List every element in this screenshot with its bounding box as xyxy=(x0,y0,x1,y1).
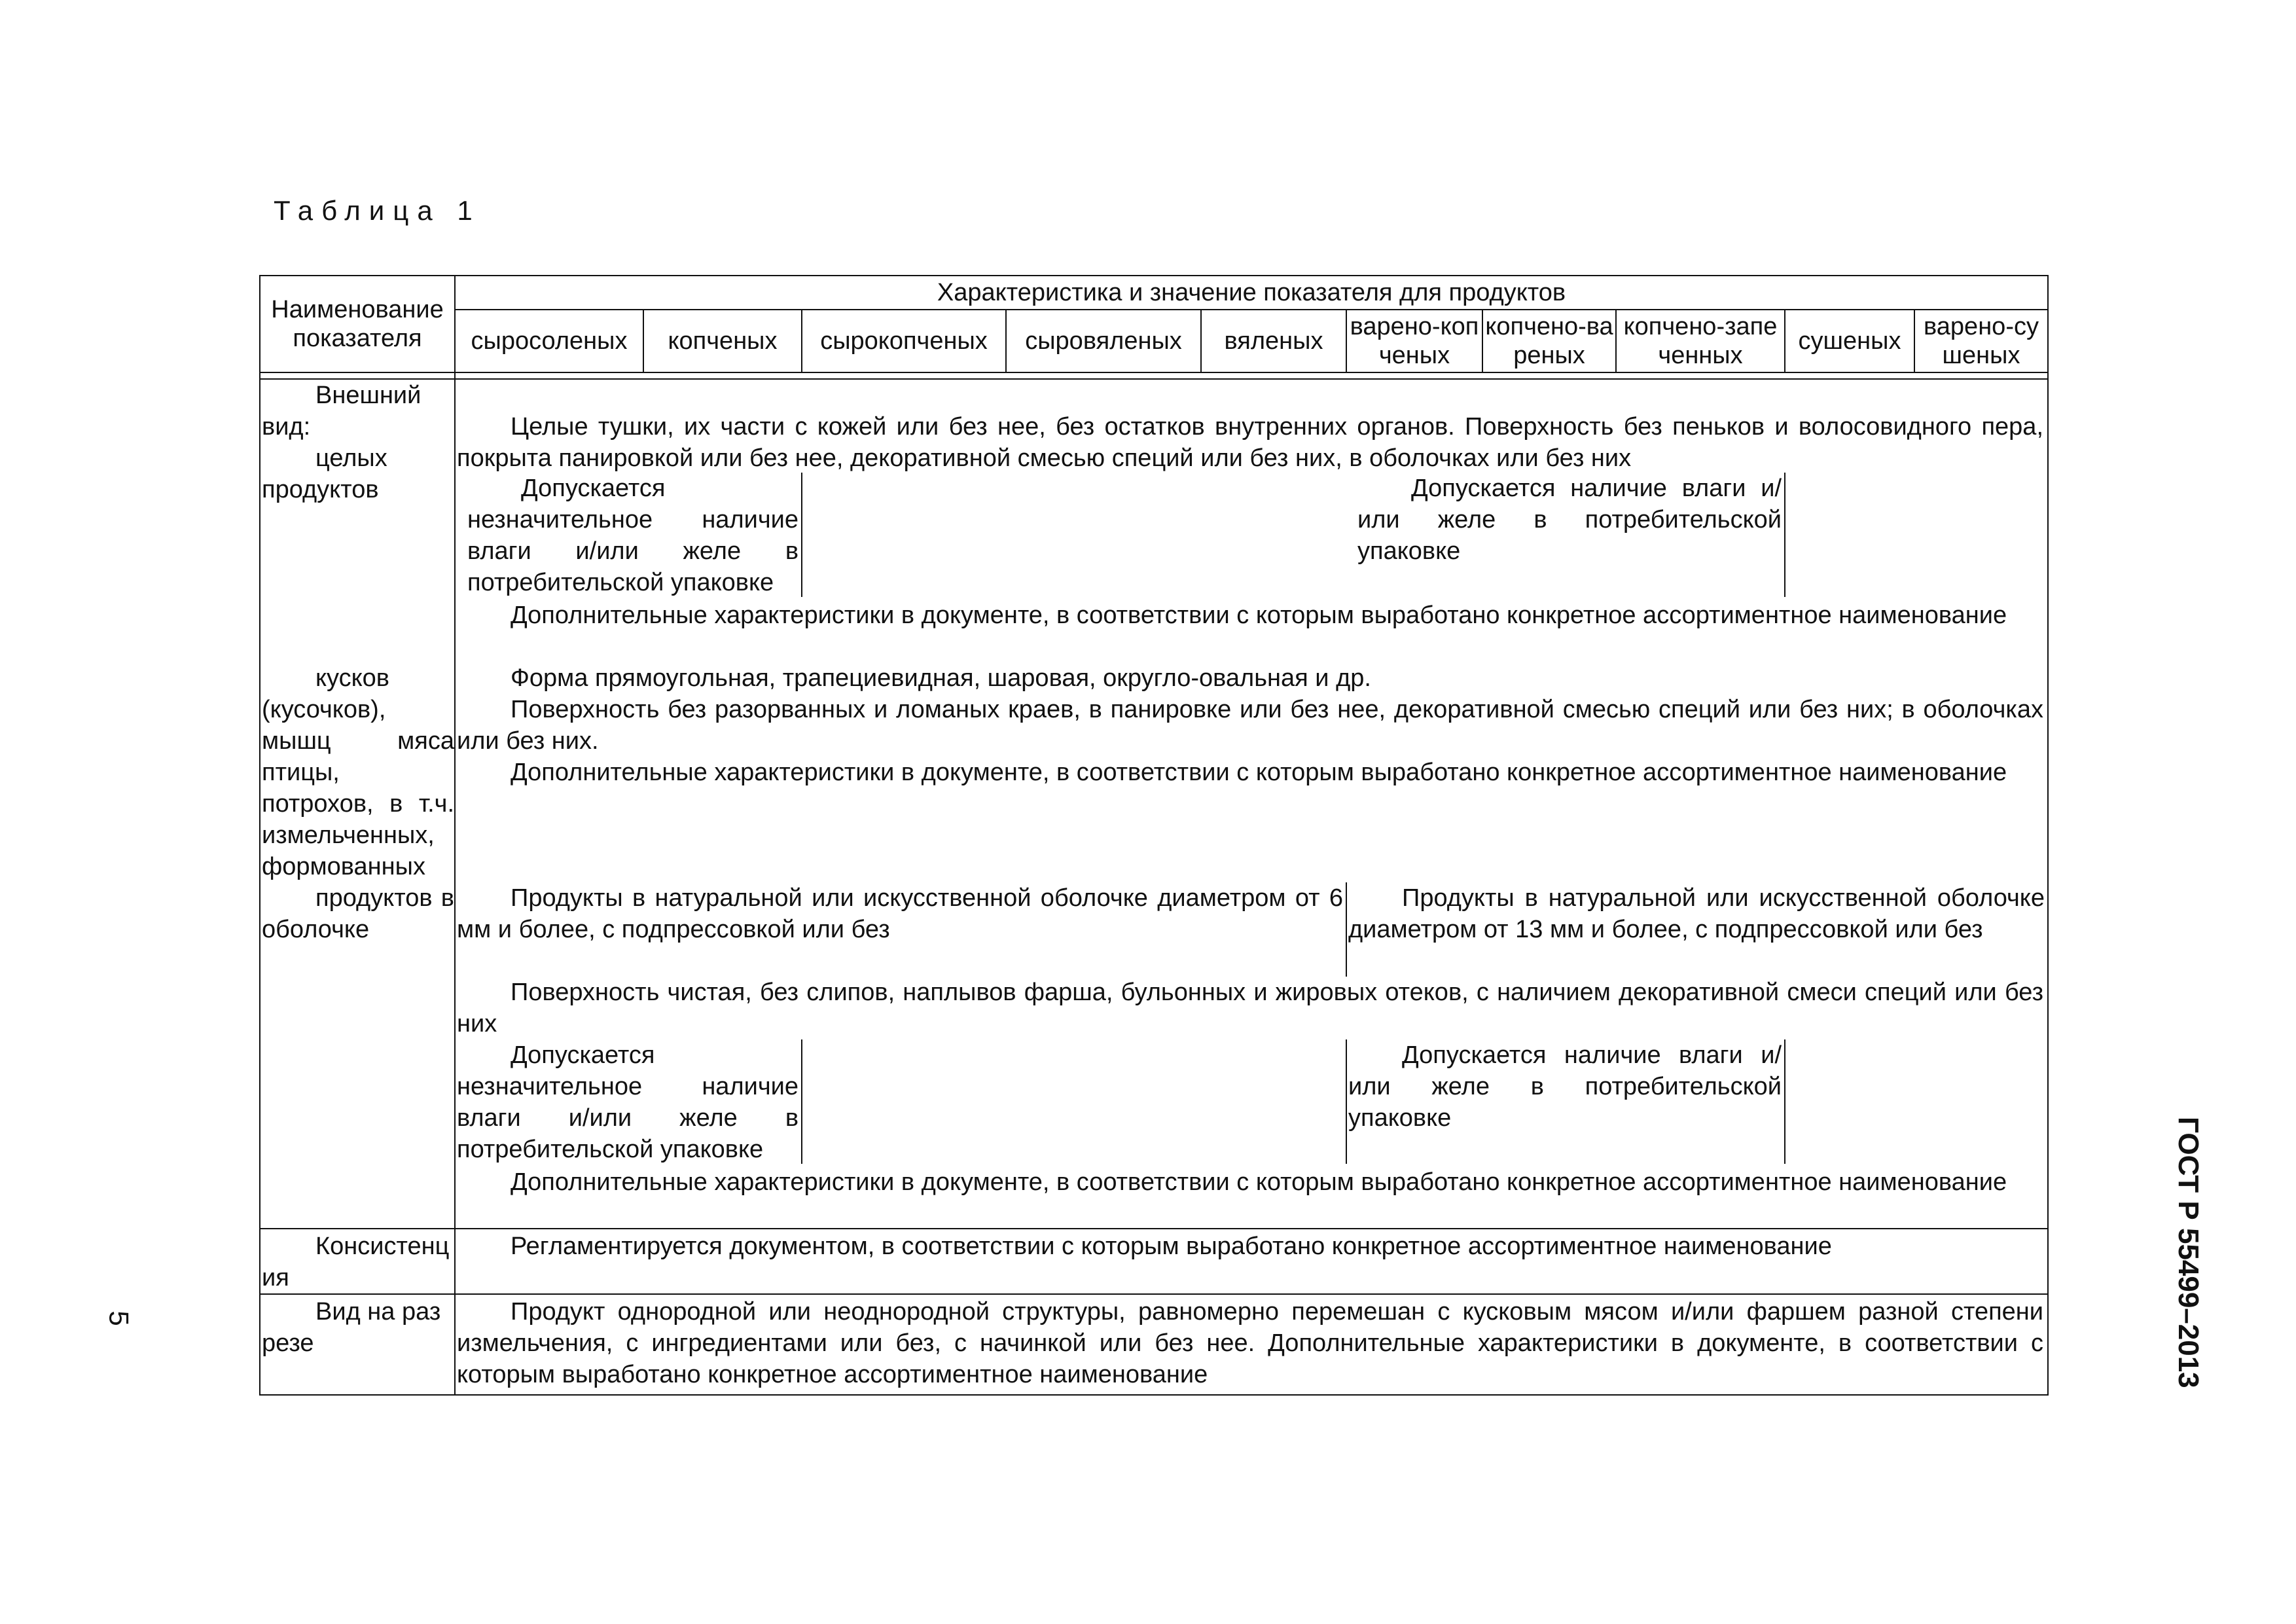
column-header: варено-копченых xyxy=(1350,313,1479,369)
row-label-section: Вид на разрезе xyxy=(262,1298,441,1357)
whole-moisture-left: Допускается незначительное наличие влаги и/или желе в потребительской упаковке xyxy=(467,475,798,596)
casing-surface-text: Поверхность чистая, без слипов, наплывов фарша, бульонных и жировых отеков, с наличием декоративной смеси специй или без них xyxy=(457,979,2043,1038)
column-header: сушеных xyxy=(1798,327,1901,355)
document-code: ГОСТ Р 55499–2013 xyxy=(2172,1117,2204,1388)
section-text: Продукт однородной или неоднородной структуры, равномерно перемешан с кусковым мясом и/или фаршем разной степени измельчения, с ингредиентами или без, с начинкой или без нее. Дополнительные характеристики в документе, в соответствии с которым выработано конкретное ассортиментное наименование xyxy=(457,1298,2043,1388)
column-header: сыровяленых xyxy=(1025,327,1182,355)
column-header: вяленых xyxy=(1224,327,1323,355)
whole-products-text: Целые тушки, их части с кожей или без нее, без остатков внутренних органов. Поверхность без пеньков и волосовидного пера, покрыта панировкой или без нее, декоративной смесью специй или без них, в оболочках или без них xyxy=(457,413,2043,472)
row-sublabel-casing: продуктов в оболочке xyxy=(262,884,454,943)
row-sublabel-whole: целых продуктов xyxy=(262,444,387,503)
pieces-surface-text: Поверхность без разорванных и ломаных краев, в панировке или без нее, декоративной смесью специй или без них; в оболочках или без них. xyxy=(457,696,2043,755)
column-header: копченых xyxy=(668,327,778,355)
pieces-shape-text: Форма прямоугольная, трапециевидная, шаровая, округло-овальная и др. xyxy=(511,664,1371,692)
row-label-appearance: Внешний вид: xyxy=(262,382,422,441)
casing-additional-text: Дополнительные характеристики в документе, в соответствии с которым выработано конкретное ассортиментное наименование xyxy=(511,1168,2007,1196)
column-header: варено-сушеных xyxy=(1924,313,2039,369)
casing-right-text: Продукты в натуральной или искусственной оболочке диаметром от 13 мм и более, с подпрессовкой или без xyxy=(1348,884,2045,943)
whole-additional-text: Дополнительные характеристики в документе, в соответствии с которым выработано конкретное ассортиментное наименование xyxy=(511,602,2007,629)
row-label-consistency: Консистенция xyxy=(262,1233,450,1291)
column-header: копчено-вареных xyxy=(1485,313,1613,369)
casing-left-text: Продукты в натуральной или искусственной оболочке диаметром от 6 мм и более, с подпрессовкой или без xyxy=(457,884,1343,943)
casing-moisture-left: Допускается незначительное наличие влаги и/или желе в потребительской упаковке xyxy=(457,1041,798,1163)
pieces-additional-text: Дополнительные характеристики в документе, в соответствии с которым выработано конкретное ассортиментное наименование xyxy=(511,759,2007,786)
characteristics-table xyxy=(259,275,2049,1396)
whole-moisture-right: Допускается наличие влаги и/или желе в потребительской упаковке xyxy=(1357,475,1782,565)
name-column-header: Наименование показателя xyxy=(271,296,444,352)
column-header: копчено-запеченных xyxy=(1623,313,1778,369)
column-header: сыросоленых xyxy=(471,327,628,355)
column-header: сырокопченых xyxy=(820,327,988,355)
row-sublabel-pieces: кусков (кусочков), мышц мяса птицы, потрохов, в т.ч. измельченных, формованных xyxy=(262,664,454,880)
page-number: 5 xyxy=(103,1310,135,1326)
casing-moisture-right: Допускается наличие влаги и/или желе в потребительской упаковке xyxy=(1348,1041,1782,1132)
table-caption: Таблица 1 xyxy=(274,195,481,226)
product-group-header: Характеристика и значение показателя для продуктов xyxy=(937,279,1566,306)
consistency-text: Регламентируется документом, в соответствии с которым выработано конкретное ассортиментное наименование xyxy=(511,1233,1832,1260)
